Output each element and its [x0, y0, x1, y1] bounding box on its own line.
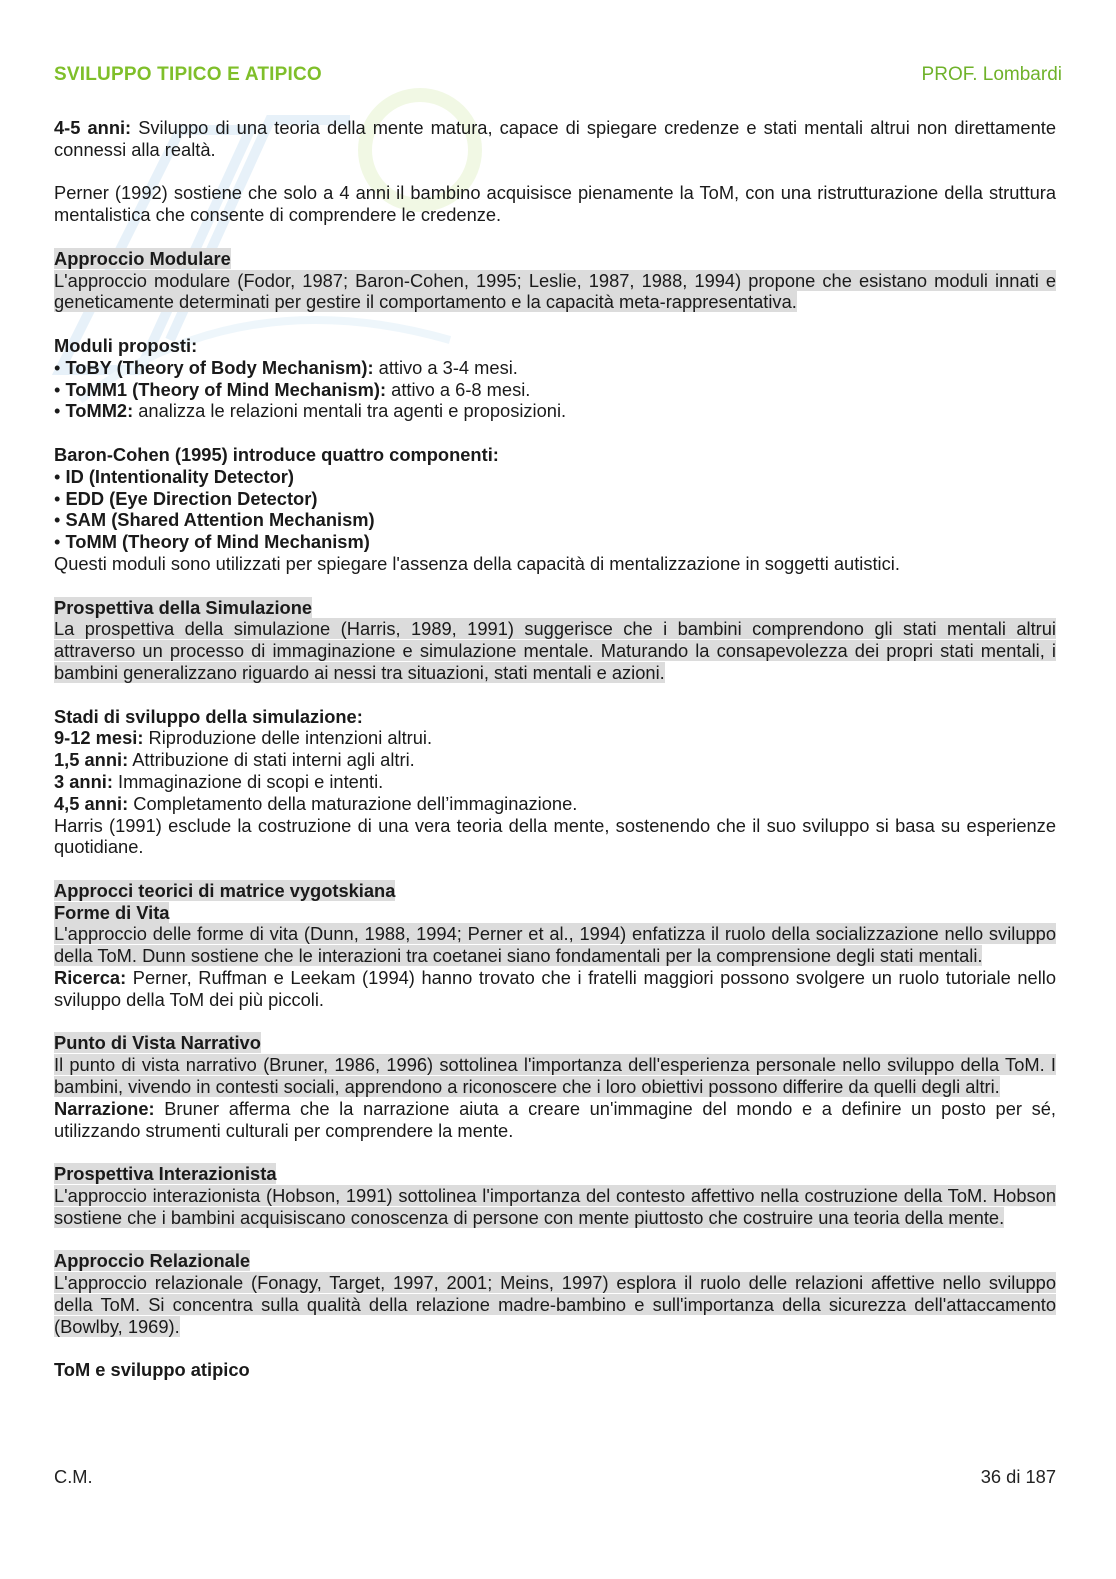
- ricerca-label: Ricerca:: [54, 967, 127, 989]
- section-title-interazionista: Prospettiva Interazionista: [54, 1163, 277, 1185]
- list-item: [54, 727, 1056, 749]
- stadi-title-text: Stadi di sviluppo della simulazione:: [54, 705, 363, 727]
- module-text: attivo a 6-8 mesi.: [386, 378, 531, 400]
- age-label: 4-5 anni:: [54, 117, 132, 138]
- narrazione-text: Bruner afferma che la narrazione aiuta a creare un'immagine del mondo e a definire un posto per sé, utilizzando strumenti culturali per comprendere la mente.: [54, 1097, 1056, 1141]
- component-label: EDD (Eye Direction Detector): [65, 487, 318, 509]
- module-label: ToMM1 (Theory of Mind Mechanism):: [65, 378, 387, 400]
- section-heading: [54, 880, 1056, 902]
- intro-paragraph: [54, 117, 1056, 161]
- stage-text: Riproduzione delle intenzioni altrui.: [143, 727, 433, 749]
- author-initials: C.M.: [54, 1466, 93, 1487]
- moduli-title-text: Moduli proposti:: [54, 334, 198, 356]
- module-label: ToMM2:: [65, 400, 134, 422]
- page-number: 36 di 187: [980, 1466, 1056, 1487]
- stage-text: Immaginazione di scopi e intenti.: [112, 770, 384, 792]
- narrazione-label: Narrazione:: [54, 1097, 155, 1119]
- narrativo-paragraph: [54, 1054, 1056, 1098]
- module-text: attivo a 3-4 mesi.: [373, 356, 518, 378]
- stage-label: 4,5 anni:: [54, 792, 129, 814]
- section-title-atipico: ToM e sviluppo atipico: [54, 1359, 250, 1381]
- list-item: [54, 793, 1056, 815]
- baron-title: [54, 444, 1056, 466]
- list-item: [54, 771, 1056, 793]
- simulazione-text: La prospettiva della simulazione (Harris, 1989, 1991) suggerisce che i bambini comprendono gli stati mentali altrui attraverso un processo di immaginazione e simulazione mentale. Maturando la consapevolezza dei propri stati mentali, i bambini generalizzano riguardo ai nessi tra situazioni, stati mentali e azioni.: [54, 618, 1056, 683]
- stage-text: Attribuzione di stati interni agli altri.: [128, 749, 415, 771]
- section-heading: [54, 1163, 1056, 1185]
- component-label: ID (Intentionality Detector): [65, 465, 295, 487]
- interazionista-text: L'approccio interazionista (Hobson, 1991) sottolinea l'importanza del contesto affettivo nella costruzione della ToM. Hobson sostiene che i bambini acquisiscano conoscenza di persone con mente piuttosto che costruire una teoria della mente.: [54, 1185, 1056, 1228]
- modulare-paragraph: [54, 270, 1056, 314]
- section-heading: [54, 248, 1056, 270]
- list-item: • SAM (Shared Attention Mechanism): [54, 509, 375, 531]
- section-heading: [54, 597, 1056, 619]
- stage-label: 9-12 mesi:: [54, 727, 144, 749]
- list-item: • ToMM (Theory of Mind Mechanism): [54, 531, 370, 553]
- narrazione-paragraph: [54, 1098, 1056, 1142]
- document-body: [54, 117, 1056, 1381]
- relazionale-text: L'approccio relazionale (Fonagy, Target, 1997, 2001; Meins, 1997) esplora il ruolo delle relazioni affettive nello sviluppo della ToM. Si concentra sulla qualità della relazione madre-bambino e sull'importanza della sicurezza dell'attaccamento (Bowlby, 1969).: [54, 1272, 1056, 1337]
- modulare-text: L'approccio modulare (Fodor, 1987; Baron-Cohen, 1995; Leslie, 1987, 1988, 1994) propone che esistano moduli innati e geneticamente determinati per gestire il comportamento e la capacità meta-rappresentativa.: [54, 269, 1056, 313]
- page-footer: [54, 1466, 1056, 1488]
- page-header: [54, 64, 1062, 90]
- component-label: SAM (Shared Attention Mechanism): [65, 509, 375, 531]
- list-item: [54, 749, 1056, 771]
- module-label: ToBY (Theory of Body Mechanism):: [65, 356, 374, 378]
- component-label: ToMM (Theory of Mind Mechanism): [65, 531, 370, 553]
- simulazione-paragraph: [54, 618, 1056, 683]
- section-subheading: [54, 902, 1056, 924]
- narrativo-text: Il punto di vista narrativo (Bruner, 1986, 1996) sottolinea l'importanza dell'esperienza personale nello sviluppo della ToM. I bambini, vivendo in contesti sociali, apprendono a riconoscere che i loro obiettivi possono differire da quelli degli altri.: [54, 1054, 1056, 1098]
- vygotskij-text: L'approccio delle forme di vita (Dunn, 1988, 1994; Perner et al., 1994) enfatizza il ruolo della socializzazione nello sviluppo della ToM. Dunn sostiene che le interazioni tra coetanei siano fondamentali per la comprensione degli stati mentali.: [54, 923, 1056, 967]
- section-title-relazionale: Approccio Relazionale: [54, 1250, 251, 1272]
- list-item: • ToMM1 (Theory of Mind Mechanism): attivo a 6-8 mesi.: [54, 378, 531, 400]
- section-title-modulare: Approccio Modulare: [54, 247, 231, 269]
- list-item: • ToMM2: analizza le relazioni mentali tra agenti e proposizioni.: [54, 400, 567, 422]
- section-title-vygotskij: Approcci teorici di matrice vygotskiana: [54, 879, 396, 901]
- moduli-title: [54, 335, 1056, 357]
- interazionista-paragraph: [54, 1185, 1056, 1229]
- relazionale-paragraph: [54, 1272, 1056, 1337]
- subtitle-forme-di-vita: Forme di Vita: [54, 901, 170, 923]
- baron-note: Questi moduli sono utilizzati per spiegare l'assenza della capacità di mentalizzazione in soggetti autistici.: [54, 552, 900, 574]
- list-item: • EDD (Eye Direction Detector): [54, 487, 318, 509]
- section-heading: [54, 1250, 1056, 1272]
- subject-title: SVILUPPO TIPICO E ATIPICO: [54, 64, 322, 85]
- ricerca-text: Perner, Ruffman e Leekam (1994) hanno trovato che i fratelli maggiori possono svolgere un ruolo tutoriale nello sviluppo della ToM dei più piccoli.: [54, 967, 1056, 1010]
- baron-title-text: Baron-Cohen (1995) introduce quattro componenti:: [54, 443, 499, 465]
- module-text: analizza le relazioni mentali tra agenti e proposizioni.: [133, 400, 567, 422]
- stage-text: Completamento della maturazione dell’immaginazione.: [128, 792, 578, 814]
- list-item: • ID (Intentionality Detector): [54, 465, 295, 487]
- stadi-note: Harris (1991) esclude la costruzione di una vera teoria della mente, sostenendo che il suo sviluppo si basa su esperienze quotidiane.: [54, 814, 1056, 858]
- section-title-narrativo: Punto di Vista Narrativo: [54, 1032, 261, 1054]
- section-heading: [54, 1032, 1056, 1054]
- perner-paragraph: Perner (1992) sostiene che solo a 4 anni il bambino acquisisce pienamente la ToM, con una ristrutturazione della struttura mentalistica che consente di comprendere le credenze.: [54, 182, 1056, 226]
- professor-name: PROF. Lombardi: [921, 64, 1062, 85]
- age-text: Sviluppo di una teoria della mente matura, capace di spiegare credenze e stati mentali altrui non direttamente connessi alla realtà.: [54, 117, 1056, 160]
- list-item: • ToBY (Theory of Body Mechanism): attivo a 3-4 mesi.: [54, 356, 518, 378]
- stadi-title: [54, 706, 1056, 728]
- stage-label: 3 anni:: [54, 770, 113, 792]
- ricerca-paragraph: [54, 967, 1056, 1011]
- stage-label: 1,5 anni:: [54, 749, 129, 771]
- section-heading: [54, 1359, 1056, 1381]
- section-title-simulazione: Prospettiva della Simulazione: [54, 596, 313, 618]
- vygotskij-paragraph: [54, 923, 1056, 967]
